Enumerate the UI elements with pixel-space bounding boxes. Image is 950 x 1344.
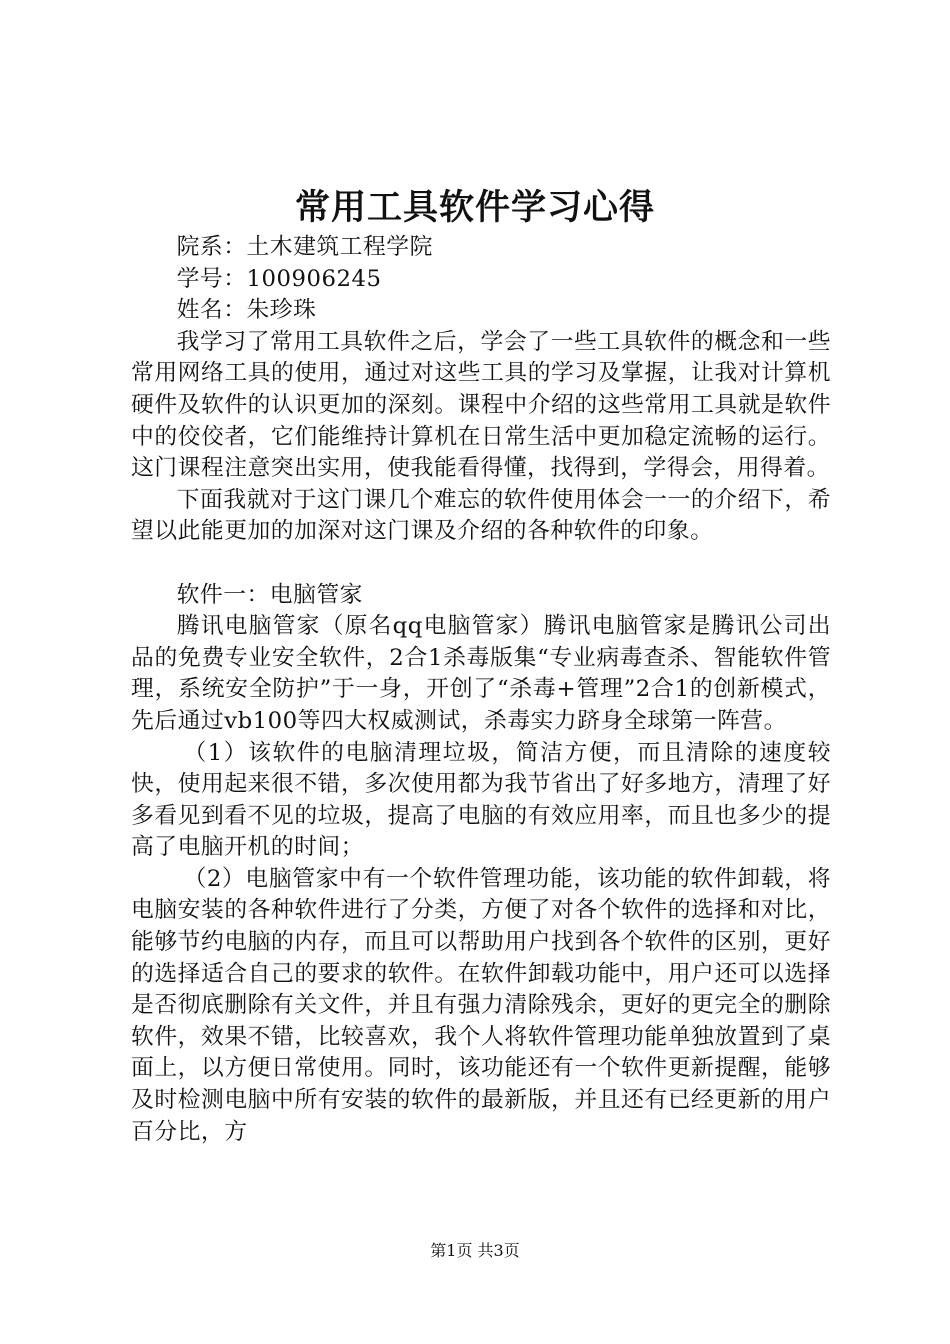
intro-paragraph: 下面我就对于这门课几个难忘的软件使用体会一一的介绍下，希望以此能更加的加深对这门课及介绍的各种软件的印象。: [131, 486, 831, 545]
paragraph-spacer: [131, 548, 831, 580]
section-heading: 软件一：电脑管家: [176, 581, 363, 608]
document-title: 常用工具软件学习心得: [294, 187, 655, 228]
section-point: （1）该软件的电脑清理垃圾，简洁方便，而且清除的速度较快，使用起来很不错，多次使用都为我节省出了好多地方，清理了好多看见到看不见的垃圾，提高了电脑的有效应用率，而且也多少的提高了电脑开机的时间；: [131, 739, 831, 861]
section-point: （2）电脑管家中有一个软件管理功能，该功能的软件卸载，将电脑安装的各种软件进行了分类，方便了对各个软件的选择和对比，能够节约电脑的内存，而且可以帮助用户找到各个软件的区别，更好的选择适合自己的要求的软件。在软件卸载功能中，用户还可以选择是否彻底删除有关文件，并且有强力清除残余，更好的更完全的删除软件，效果不错，比较喜欢，我个人将软件管理功能单独放置到了桌面上，以方便日常使用。同时，该功能还有一个软件更新提醒，能够及时检测电脑中所有安装的软件的最新版，并且还有已经更新的用户百分比，方: [131, 865, 831, 1145]
intro-paragraph: 我学习了常用工具软件之后，学会了一些工具软件的概念和一些常用网络工具的使用，通过对这些工具的学习及掌握，让我对计算机硬件及软件的认识更加的深刻。课程中介绍的这些常用工具就是软件中的佼佼者，它们能维持计算机在日常生活中更加稳定流畅的运行。这门课程注意突出实用，使我能看得懂，找得到，学得会，用得着。: [131, 328, 831, 482]
department-line: 院系：土木建筑工程学院: [176, 234, 433, 260]
section-description: 腾讯电脑管家（原名qq电脑管家）腾讯电脑管家是腾讯公司出品的免费专业安全软件，2合1杀毒版集“专业病毒查杀、智能软件管理，系统安全防护”于一身，开创了“杀毒+管理”2合1的创新模式，先后通过vb100等四大权威测试，杀毒实力跻身全球第一阵营。: [131, 613, 831, 734]
student-id-line: 学号：100906245: [176, 265, 382, 292]
page-footer: 第1页 共3页: [430, 1241, 520, 1260]
document-body: [131, 232, 831, 1148]
student-name-line: 姓名：朱珍珠: [176, 297, 317, 324]
